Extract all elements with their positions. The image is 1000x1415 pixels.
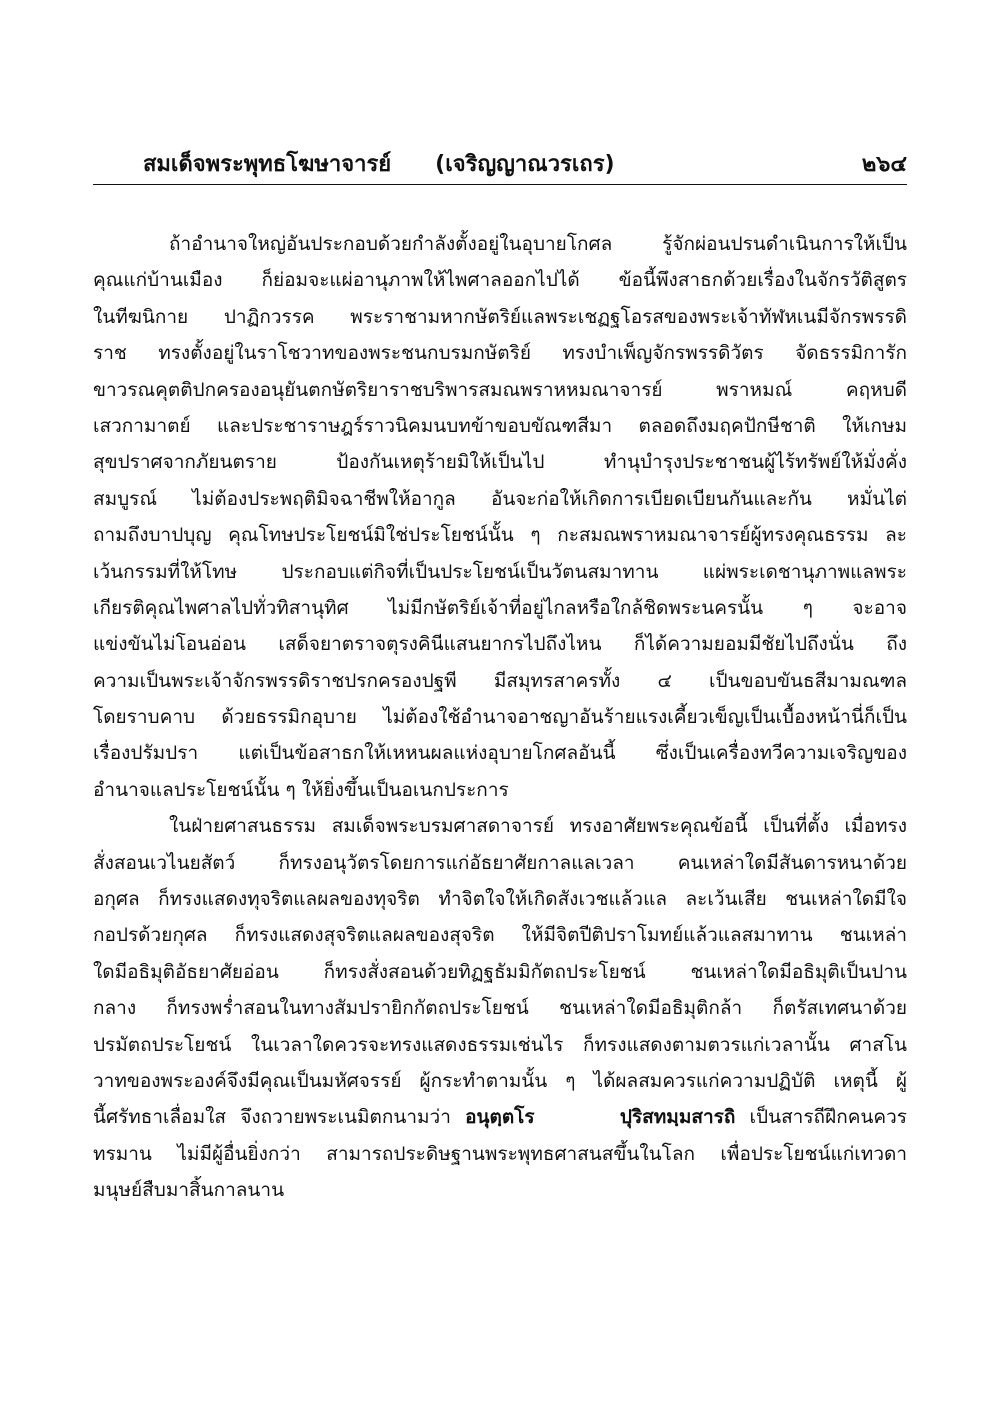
epithet-before: นี้ศรัทธาเลื่อมใส จึงถวายพระเนมิตกนามว่า xyxy=(93,1106,466,1129)
epithet-anuttaro: อนุตฺตโร xyxy=(465,1106,535,1129)
text-line: ในฝ่ายศาสนธรรม สมเด็จพระบรมศาสดาจารย์ ทรงอาศัยพระคุณข้อนี้ เป็นที่ตั้ง เมื่อทรง xyxy=(169,815,907,838)
text-line: วาทของพระองค์จึงมีคุณเป็นมหัศจรรย์ ผู้กระทำตามนั้น ๆ ได้ผลสมควรแก่ความปฏิบัติ เหตุนี้ ผู้ xyxy=(93,1069,907,1092)
text-line: ถามถึงบาปบุญ คุณโทษประโยชน์มิใช่ประโยชน์นั้น ๆ กะสมณพราหมณาจารย์ผู้ทรงคุณธรรม ละ xyxy=(93,524,907,547)
text-line: ในทีฆนิกาย ปาฏิกวรรค พระราชามหากษัตริย์แลพระเชฏฐโอรสของพระเจ้าทัฬหเนมีจักรพรรดิ xyxy=(93,305,907,328)
text-line: อกุศล ก็ทรงแสดงทุจริตแลผลของทุจริต ทำจิตใจให้เกิดสังเวชแล้วแล ละเว้นเสีย ชนเหล่าใดมีใจ xyxy=(93,888,907,911)
text-line: เรื่องปรัมปรา แต่เป็นข้อสาธกให้เหหนผลแห่งอุบายโกศลอันนี้ ซึ่งเป็นเครื่องทวีความเจริญของ xyxy=(93,742,907,765)
text-line: ราช ทรงตั้งอยู่ในราโชวาทของพระชนกบรมกษัตริย์ ทรงบำเพ็ญจักรพรรดิวัตร จัดธรรมิการัก xyxy=(93,342,907,365)
epithet-purisadamma: ปุริสทมฺมสารถิ xyxy=(619,1106,736,1129)
running-head xyxy=(143,146,615,181)
text-line: มนุษย์สืบมาสิ้นกาลนาน xyxy=(93,1179,285,1202)
text-line: โดยราบคาบ ด้วยธรรมิกอุบาย ไม่ต้องใช้อำนาจอาชญาอันร้ายแรงเคี้ยวเข็ญเป็นเบื้องหน้านี่ก็เป็น xyxy=(93,706,907,729)
text-line: เว้นกรรมที่ให้โทษ ประกอบแต่กิจที่เป็นประโยชน์เป็นวัตนสมาทาน แผ่พระเดชานุภาพแลพระ xyxy=(93,560,907,583)
text-line: ขาวรณคุตติปกครองอนุยันตกษัตริยาราชบริพารสมณพราหหมณาจารย์ พราหมณ์ คฤหบดี xyxy=(93,378,907,401)
header-subtitle: (เจริญญาณวรเถร) xyxy=(435,152,615,177)
text-line: สมบูรณ์ ไม่ต้องประพฤติมิจฉาชีพให้อากูล อันจะก่อให้เกิดการเบียดเบียนกันและกัน หมั่นไต่ xyxy=(93,487,907,510)
text-line: ความเป็นพระเจ้าจักรพรรดิราชปรกครองปฐพี มีสมุทรสาครทั้ง ๔ เป็นขอบขันธสีมามณฑล xyxy=(93,669,907,692)
text-line: คุณแก่บ้านเมือง ก็ย่อมจะแผ่อานุภาพให้ไพศาลออกไปได้ ข้อนี้พึงสาธกด้วยเรื่องในจักรวัติสูตร xyxy=(93,269,907,292)
text-line: ทรมาน ไม่มีผู้อื่นยิ่งกว่า สามารถประดิษฐานพระพุทธศาสนสขึ้นในโลก เพื่อประโยชน์แก่เทวดา xyxy=(93,1142,907,1165)
body-text xyxy=(93,226,907,1209)
text-line: ถ้าอำนาจใหญ่อันประกอบด้วยกำลังตั้งอยู่ในอุบายโกศล รู้จักผ่อนปรนดำเนินการให้เป็น xyxy=(169,233,907,255)
paragraph-2 xyxy=(93,808,907,1208)
text-line: แข่งขันไม่โอนอ่อน เสด็จยาตราจตุรงคินีแสนยากรไปถึงไหน ก็ได้ความยอมมีชัยไปถึงนั่น ถึง xyxy=(93,633,907,656)
page-number: ๒๖๔ xyxy=(861,152,907,177)
text-line: เสวกามาตย์ และประชาราษฎร์ราวนิคมนบทข้าขอบขัณฑสีมา ตลอดถึงมฤคปักษีชาติ ให้เกษม xyxy=(93,414,907,437)
text-line: ใดมีอธิมุติอัธยาศัยอ่อน ก็ทรงสั่งสอนด้วยทิฏฐธัมมิกัตถประโยชน์ ชนเหล่าใดมีอธิมุติเป็นปาน xyxy=(93,960,907,983)
epithet-line xyxy=(93,1099,907,1135)
paragraph-1 xyxy=(93,226,907,808)
page-header xyxy=(93,140,907,185)
header-title: สมเด็จพระพุทธโฆษาจารย์ xyxy=(143,152,392,177)
text-line: กอปรด้วยกุศล ก็ทรงแสดงสุจริตแลผลของสุจริต ให้มีจิตปีติปราโมทย์แล้วแลสมาทาน ชนเหล่า xyxy=(93,924,907,947)
text-line: ปรมัตถประโยชน์ ในเวลาใดควรจะทรงแสดงธรรมเช่นไร ก็ทรงแสดงตามตวรแก่เวลานั้น ศาสโน xyxy=(93,1033,907,1056)
epithet-after: เป็นสารถีฝึกคนควร xyxy=(735,1106,907,1129)
text-line: กลาง ก็ทรงพร่ำสอนในทางสัมปรายิกกัตถประโยชน์ ชนเหล่าใดมีอธิมุติกล้า ก็ตรัสเทศนาด้วย xyxy=(93,997,907,1020)
text-line: สุขปราศจากภัยนตราย ป้องกันเหตุร้ายมิให้เป็นไป ทำนุบำรุงประชาชนผู้ไร้ทรัพย์ให้มั่งคั่ง xyxy=(93,451,907,474)
text-line: เกียรติคุณไพศาลไปทั่วทิสานุทิศ ไม่มีกษัตริย์เจ้าที่อยู่ไกลหรือใกล้ชิดพระนครนั้น ๆ จะอาจ xyxy=(93,596,907,619)
text-line: สั่งสอนเวไนยสัตว์ ก็ทรงอนุวัตรโดยการแก่อัธยาศัยกาลแลเวลา คนเหล่าใดมีสันดารหนาด้วย xyxy=(93,851,907,874)
text-line: อำนาจแลประโยชน์นั้น ๆ ให้ยิ่งขึ้นเป็นอเนกประการ xyxy=(93,778,509,801)
